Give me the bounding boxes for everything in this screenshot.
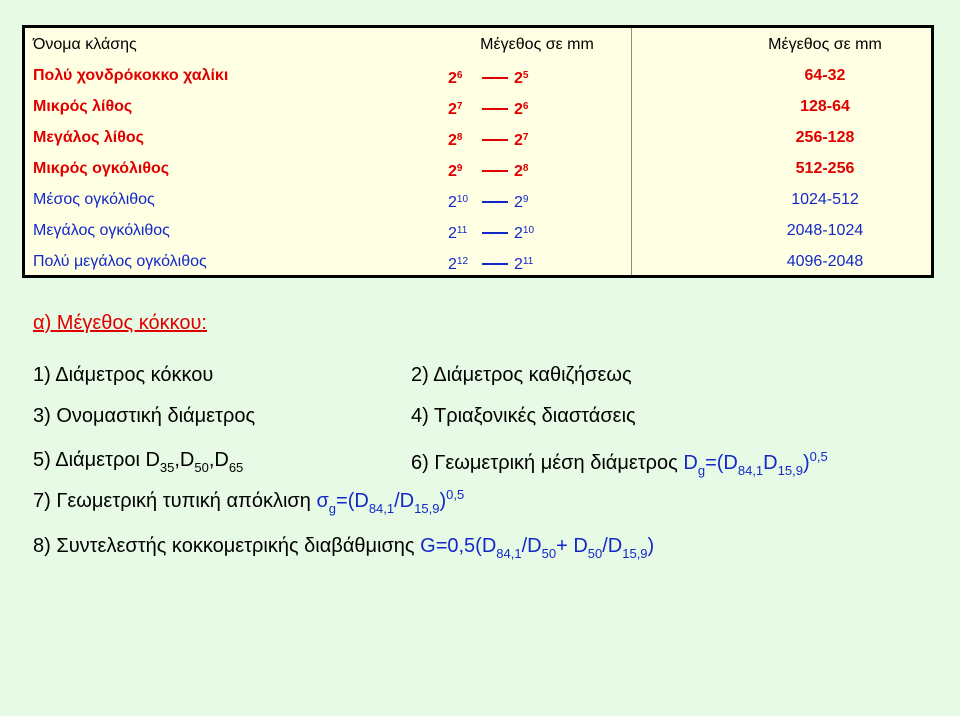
list-item: 6) Γεωμετρική μέση διάμετρος $D_g=(D_{84,1}D_{15,9})^{0,5}$ (411, 449, 828, 478)
dash-separator (482, 77, 508, 79)
size-powers: $2^{11}$ $2^{10}$ (448, 225, 535, 242)
size-powers: $2^6$ $2^5$ (448, 70, 529, 87)
size-range: 2048-1024 (786, 222, 864, 239)
list-item: 7) Γεωμετρική τυπική απόκλιση $\sigma_g=(D_{84,1}/D_{15,9})^{0,5}$ (33, 487, 465, 516)
size-range: 256-128 (795, 129, 855, 146)
class-name: Μικρός ογκόλιθος (33, 160, 170, 177)
list-item: 8) Συντελεστής κοκκομετρικής διαβάθμισης $G=0,5(D_{84,1}/D_{50}+ D_{50}/D_{15,9})$ (33, 535, 655, 561)
standard-deviation-formula: $\sigma_g=(D_{84,1}/D_{15,9})^{0,5}$ (316, 487, 465, 516)
class-name: Πολύ μεγάλος ογκόλιθος (33, 253, 207, 270)
table-row (25, 122, 931, 153)
header-size-range: Μέγεθος σε mm (768, 36, 882, 53)
size-powers: $2^9$ $2^8$ (448, 163, 529, 180)
table-row (25, 215, 931, 246)
list-item: 2) Διάμετρος καθιζήσεως (411, 364, 632, 386)
grading-coefficient-formula: $G=0,5(D_{84,1}/D_{50}+ D_{50}/D_{15,9})$ (420, 535, 655, 561)
size-powers: $2^{12}$ $2^{11}$ (448, 256, 534, 273)
table-row (25, 153, 931, 184)
grain-size-table (22, 25, 934, 278)
header-size-powers: Μέγεθος σε mm (480, 36, 594, 53)
size-powers: $2^7$ $2^6$ (448, 101, 529, 118)
dash-separator (482, 201, 508, 203)
size-range: 1024-512 (791, 191, 859, 208)
class-name: Πολύ χονδρόκοκκο χαλίκι (33, 67, 229, 84)
size-range: 512-256 (795, 160, 855, 177)
dash-separator (482, 170, 508, 172)
dash-separator (482, 263, 508, 265)
table-header-row (25, 29, 931, 60)
list-item: 3) Ονομαστική διάμετρος (33, 405, 256, 427)
list-item: 5) Διάμετροι $D_{35},D_{50},D_{65}$ (33, 449, 244, 475)
dash-separator (482, 232, 508, 234)
table-row (25, 246, 931, 277)
size-range: 4096-2048 (786, 253, 864, 270)
dash-separator (482, 139, 508, 141)
class-name: Μεγάλος ογκόλιθος (33, 222, 170, 239)
geometric-mean-formula: $D_g=(D_{84,1}D_{15,9})^{0,5}$ (683, 449, 828, 478)
class-name: Μέσος ογκόλιθος (33, 191, 155, 208)
table-row (25, 91, 931, 122)
section-title: α) Μέγεθος κόκκου: (33, 312, 207, 334)
table-row (25, 60, 931, 91)
size-range: 128-64 (800, 98, 850, 115)
header-class-name: Όνομα κλάσης (33, 36, 137, 53)
table-row (25, 184, 931, 215)
list-item: 1) Διάμετρος κόκκου (33, 364, 214, 386)
list-item: 4) Τριαξονικές διαστάσεις (411, 405, 636, 427)
size-powers: $2^{10}$ $2^9$ (448, 194, 529, 211)
class-name: Μικρός λίθος (33, 98, 133, 115)
dash-separator (482, 108, 508, 110)
class-name: Μεγάλος λίθος (33, 129, 144, 146)
size-powers: $2^8$ $2^7$ (448, 132, 529, 149)
size-range: 64-32 (804, 67, 846, 84)
